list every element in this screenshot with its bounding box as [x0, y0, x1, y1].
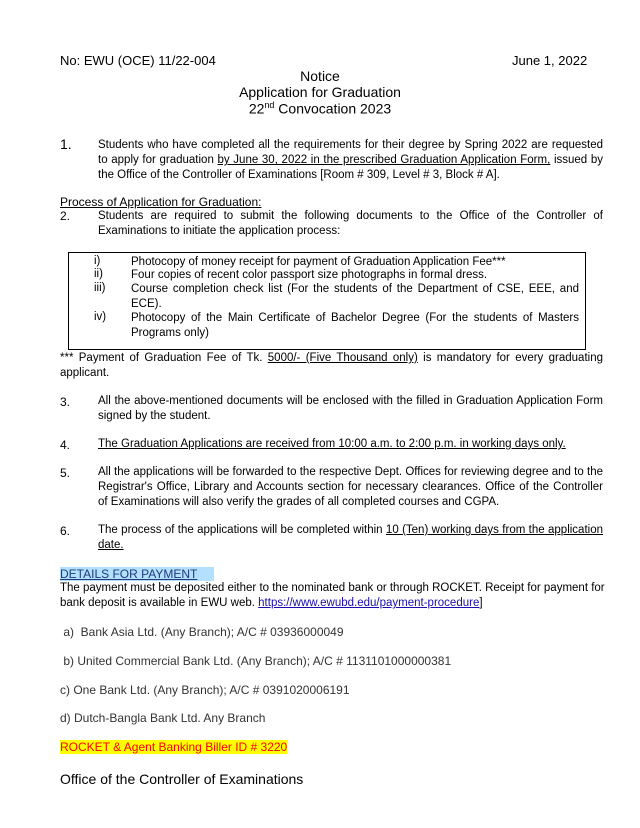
para-6-number: 6. — [60, 524, 71, 538]
fee-note-b: is mandatory for every graduating applicant. — [60, 352, 603, 379]
para-3-text: All the above-mentioned documents will be enclosed with the filled in Graduation Application Form signed by the student. — [98, 395, 603, 422]
payment-instructions: The payment must be deposited either to the nominated bank or through ROCKET. Receipt for payment for bank deposit is available in EWU web. — [60, 582, 605, 609]
fee-amount: 5000/- (Five Thousand only) — [267, 352, 418, 364]
doc-label: iii) — [94, 282, 106, 294]
bank-item: b) United Commercial Bank Ltd. (Any Branch); A/C # 1131101000000381 — [60, 654, 452, 668]
convocation-title — [0, 100, 640, 117]
doc-label: i) — [94, 255, 101, 267]
process-heading — [60, 195, 261, 209]
para-1-text-b: issued by the Office of the Controller of Examinations [Room # 309, Level # 3, Block # A]. — [98, 154, 603, 181]
doc-item: Photocopy of money receipt for payment of Graduation Application Fee*** — [131, 256, 506, 268]
notice-subtitle: Application for Graduation — [239, 84, 401, 100]
para-4-number: 4. — [60, 438, 71, 452]
convocation-title-rest: Convocation 2023 — [274, 100, 392, 117]
para-1-text-a: Students who have completed all the requirements for their degree by Spring 2022 are requested to apply for graduation — [98, 139, 603, 166]
payment-details-heading-text: DETAILS FOR PAYMENT — [60, 567, 198, 581]
para-6-text-a: The process of the applications will be completed within — [98, 524, 386, 536]
payment-text — [60, 581, 605, 611]
para-6-text — [98, 523, 603, 553]
para-1-text — [98, 138, 603, 183]
signature-office: Office of the Controller of Examinations — [60, 771, 304, 787]
reference-number: No: EWU (OCE) 11/22-004 — [60, 53, 216, 68]
fee-note-a: *** Payment of Graduation Fee of Tk. — [60, 352, 268, 364]
para-2-number: 2. — [60, 209, 71, 223]
para-4-text — [98, 437, 603, 452]
doc-item: Course completion check list (For the students of the Department of CSE, EEE, and ECE). — [131, 283, 579, 310]
doc-label: iv) — [94, 311, 107, 323]
payment-procedure-link[interactable]: https://www.ewubd.edu/payment-procedure — [258, 597, 480, 609]
doc-label: ii) — [94, 268, 103, 280]
para-1-number: 1. — [60, 136, 72, 152]
process-heading-text: Process of Application for Graduation: — [60, 195, 262, 209]
bank-item: c) One Bank Ltd. (Any Branch); A/C # 0391020006191 — [60, 683, 350, 697]
para-3-number: 3. — [60, 395, 71, 409]
bank-item: a) Bank Asia Ltd. (Any Branch); A/C # 03936000049 — [60, 625, 344, 639]
doc-item: Four copies of recent color passport size photographs in formal dress. — [131, 269, 488, 281]
convocation-ordinal-suffix: nd — [264, 100, 275, 110]
doc-item: Photocopy of the Main Certificate of Bachelor Degree (For the students of Masters Programs only) — [131, 312, 579, 339]
fee-note — [60, 351, 603, 381]
notice-title: Notice — [300, 68, 340, 84]
bank-item: d) Dutch-Bangla Bank Ltd. Any Branch — [60, 711, 266, 725]
para-4-underlined: The Graduation Applications are received from 10:00 a.m. to 2:00 p.m. in working days only. — [98, 438, 566, 450]
rocket-biller-id: ROCKET & Agent Banking Biller ID # 3220 — [60, 740, 288, 754]
payment-details-heading — [60, 567, 214, 581]
para-5-number: 5. — [60, 466, 71, 480]
para-6-duration: 10 (Ten) working days from the application date. — [98, 524, 603, 551]
para-5-text: All the applications will be forwarded to the respective Dept. Offices for reviewing degree and to the Registrar's Office, Library and Accounts section for necessary clearances. Office of the Controller of Examinations will also verify the grades of all completed courses and CGPA. — [98, 466, 603, 508]
convocation-ordinal: 22 — [248, 100, 265, 117]
para-1-deadline: by June 30, 2022 in the prescribed Graduation Application Form, — [217, 154, 551, 166]
notice-date: June 1, 2022 — [512, 53, 588, 68]
para-2-text: Students are required to submit the following documents to the Office of the Controller of Examinations to initiate the application process: — [98, 210, 603, 237]
payment-bracket: ] — [479, 597, 483, 609]
